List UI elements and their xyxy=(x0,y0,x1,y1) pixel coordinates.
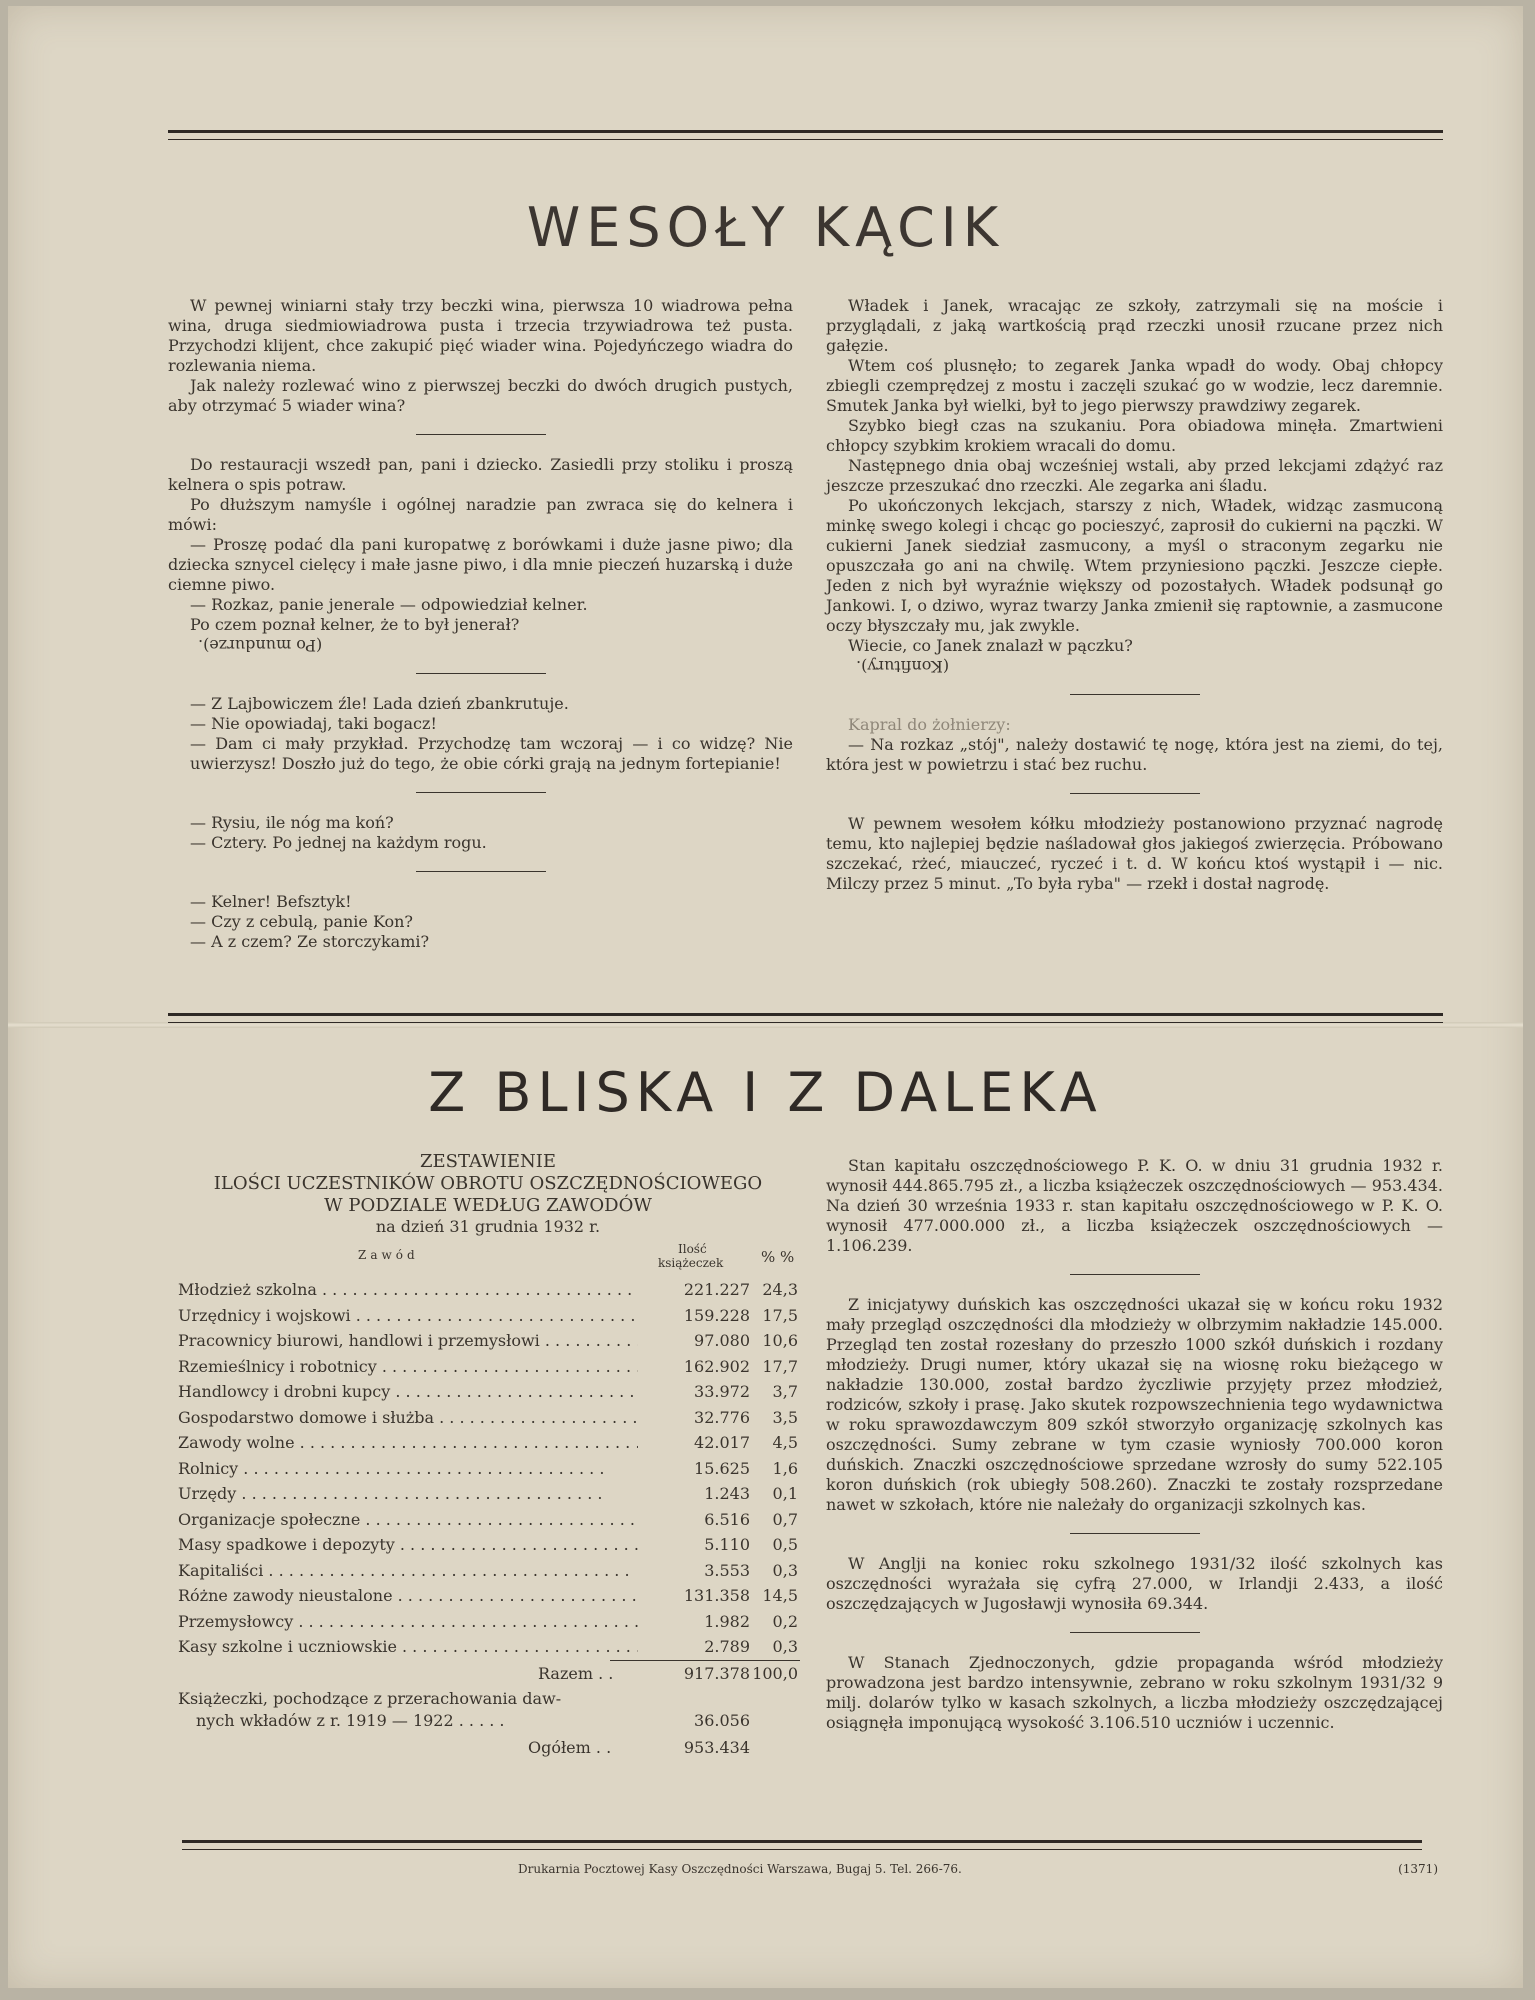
paragraph: Następnego dnia obaj wcześniej wstali, aby przed lekcjami zdążyć raz jeszcze przeszukać dno rzeczki. Ale zegarka ani śladu. xyxy=(826,456,1443,495)
table-row xyxy=(178,1405,798,1431)
paragraph: W Stanach Zjednoczonych, gdzie propaganda wśród młodzieży prowadzona jest bardzo intensywnie, zebrano w roku szkolnym 1931/32 9 milj. dolarów tylko w kasach szkolnych, a liczba młodzieży oszczędzającej osiągnęła imponującą wysokość 3.106.510 uczniów i uczennic. xyxy=(826,1653,1443,1732)
row-count: 221.227 xyxy=(638,1277,750,1303)
table-header xyxy=(178,1243,798,1277)
table-row xyxy=(178,1430,798,1456)
ksiazeczki-count: 36.056 xyxy=(694,1710,750,1730)
total-count: 917.378 xyxy=(683,1663,750,1683)
table-row xyxy=(178,1379,798,1405)
middle-rule xyxy=(168,1013,1443,1023)
row-zawod: Kapitaliści . . . xyxy=(178,1558,638,1584)
jokes-right-column xyxy=(826,296,1443,894)
table-row xyxy=(178,1634,798,1660)
grand-total-row xyxy=(178,1734,798,1762)
paragraph: W pewnej winiarni stały trzy beczki wina, pierwsza 10 wiadrowa pełna wina, druga siedmiowiadrowa pusta i trzecia trzywiadrowa też pusta. Przychodzi klijent, chce zakupić pięć wiader wina. Pojedyńczego wiadra do rozlewania niema. xyxy=(168,296,793,375)
ksiazeczki-label: nych wkładów z r. 1919 — 1922 . . . . . xyxy=(196,1710,505,1730)
section-title-wesoly-kacik: WESOŁY KĄCIK xyxy=(526,196,1005,259)
row-zawod: Przemysłowcy . . . xyxy=(178,1609,638,1635)
total-pct: 100,0 xyxy=(752,1663,798,1683)
paragraph: Po ukończonych lekcjach, starszy z nich, Władek, widząc zasmuconą minkę swego kolegi i chcąc go pocieszyć, zaprosił do cukierni na pączki. W cukierni Janek siedział zasmucony, a myśl o straconym zegarku nie opuszczała go ani na chwilę. Wtem przyniesiono pączki. Jeszcze ciepłe. Jeden z nich był wyraźnie większy od pozostałych. Władek podsunął go Jankowi. I, o dziwo, wyraz twarzy Janka zmienił się raptownie, a zasmucone oczy błyszczały mu, jak zwykle. xyxy=(826,496,1443,635)
paragraph: Szybko biegł czas na szukaniu. Pora obiadowa minęła. Zmartwieni chłopcy szybkim krokiem wracali do domu. xyxy=(826,416,1443,455)
dialogue-line: — Nie opowiadaj, taki bogacz! xyxy=(190,714,437,733)
row-zawod: Rolnicy . . . xyxy=(178,1456,638,1482)
row-zawod: Handlowcy i drobni kupcy . . . xyxy=(178,1379,638,1405)
paragraph: Stan kapitału oszczędnościowego P. K. O. w dniu 31 grudnia 1932 r. wynosił 444.865.795 zł., a liczba książeczek oszczędnościowych — 953.434. Na dzień 30 września 1933 r. stan kapitału oszczędnościowego w P. K. O. wynosił 477.000.000 zł., a liczba książeczek oszczędnościowych — 1.106.239. xyxy=(826,1156,1443,1255)
row-pct: 0,2 xyxy=(772,1611,798,1631)
row-count: 42.017 xyxy=(638,1430,750,1456)
row-zawod: Urzędnicy i wojskowi . . . xyxy=(178,1303,638,1329)
paragraph: Do restauracji wszedł pan, pani i dziecko. Zasiedli przy stoliku i proszą kelnera o spis potraw. xyxy=(168,455,793,494)
row-pct: 3,5 xyxy=(772,1407,798,1427)
row-count: 97.080 xyxy=(638,1328,750,1354)
table-row xyxy=(178,1277,798,1303)
row-pct: 17,5 xyxy=(762,1305,798,1325)
dialogue-line: — Z Lajbowiczem źle! Lada dzień zbankrutuje. xyxy=(190,694,569,713)
table-title: ZESTAWIENIE xyxy=(419,1151,557,1172)
paragraph: Władek i Janek, wracając ze szkoły, zatrzymali się na moście i przyglądali, z jaką wartkością prąd rzeczki unosił rzucane przez nich gałęzie. xyxy=(826,296,1443,355)
header-zawod: Zawód xyxy=(358,1248,419,1262)
separator xyxy=(416,673,546,674)
printer-info: Drukarnia Pocztowej Kasy Oszczędności Warszawa, Bugaj 5. Tel. 266-76. xyxy=(518,1862,962,1876)
header-ksiazeczek: książeczek xyxy=(658,1256,724,1270)
header-percent: % % xyxy=(761,1248,795,1266)
row-pct: 3,7 xyxy=(772,1382,798,1401)
row-pct: 4,5 xyxy=(772,1433,798,1452)
paragraph: Wtem coś plusnęło; to zegarek Janka wpadł do wody. Obaj chłopcy zbiegli czemprędzej z mostu i zaczęli szukać go w wodzie, lecz daremnie. Smutek Janka był wielki, był to jego pierwszy prawdziwy zegarek. xyxy=(826,356,1443,415)
row-zawod: Młodzież szkolna . . . xyxy=(178,1277,638,1303)
separator xyxy=(1070,694,1200,695)
paragraph: W pewnem wesołem kółku młodzieży postanowiono przyznać nagrodę temu, kto najlepiej będzie naśladował głos jakiegoś zwierzęcia. Próbowano szczekać, rżeć, miauczeć, ryczeć i t. d. W końcu ktoś wystąpił i — nic. Milczy przez 5 minut. „To była ryba" — rzekł i dostał nagrodę. xyxy=(826,814,1443,893)
row-pct: 0,5 xyxy=(772,1535,798,1554)
table-row xyxy=(178,1328,798,1354)
separator xyxy=(1070,1533,1200,1534)
row-zawod: Pracownicy biurowi, handlowi i przemysłowi . . . xyxy=(178,1328,638,1354)
dialogue-line: — Rysiu, ile nóg ma koń? xyxy=(190,813,394,832)
answer-upside-down: (Konfitury). xyxy=(856,657,950,676)
ksiazeczki-label: Książeczki, pochodzące z przerachowania daw- xyxy=(178,1688,562,1708)
dialogue-line: — Kelner! Befsztyk! xyxy=(190,892,352,911)
dialogue-line: — Czy z cebulą, panie Kon? xyxy=(190,912,413,931)
answer-upside-down: (Po mundurze). xyxy=(198,636,323,655)
paragraph: Po czem poznał kelner, że to był jenerał? xyxy=(190,615,520,634)
row-zawod: Masy spadkowe i depozyty . . . xyxy=(178,1532,638,1558)
row-pct: 14,5 xyxy=(762,1586,798,1605)
paragraph: Wiecie, co Janek znalazł w pączku? xyxy=(848,636,1133,655)
row-count: 131.358 xyxy=(638,1583,750,1609)
ksiazeczki-row xyxy=(178,1688,798,1734)
row-zawod: Kasy szkolne i uczniowskie . . . xyxy=(178,1634,638,1660)
row-count: 6.516 xyxy=(638,1507,750,1533)
row-count: 5.110 xyxy=(638,1532,750,1558)
jokes-left-column xyxy=(168,296,793,952)
row-zawod: Organizacje społeczne . . . xyxy=(178,1507,638,1533)
row-count: 162.902 xyxy=(638,1354,750,1380)
bottom-rule xyxy=(182,1840,1422,1850)
table-row xyxy=(178,1507,798,1533)
header-ilosc: Ilość xyxy=(678,1242,707,1256)
paragraph: Z inicjatywy duńskich kas oszczędności ukazał się w końcu roku 1932 mały przegląd oszczędności dla młodzieży w olbrzymim nakładzie 145.000. Przegląd ten został rozesłany do przeszło 1000 szkół duńskich i rozdany młodzieży. Drugi numer, który ukazał się na wiosnę roku bieżącego w nakładzie 130.000, został bardzo życzliwie przyjęty przez młodzież, rodziców, szkoły i prasę. Jako skutek rozpowszechnienia tego wydawnictwa w roku sprawozdawczym 809 szkół stworzyło organizację szkolnych kas oszczędności. Sumy zebrane w tym czasie wyniosły 700.000 koron duńskich. Znaczki oszczędnościowe sprzedane wzrosły do sumy 522.105 koron duńskich (rok ubiegły 508.260). Znaczki te zostały rozsprzedane nawet w szkołach, które nie należały do organizacji szkolnych kas. xyxy=(826,1295,1443,1514)
table-title: ILOŚCI UCZESTNIKÓW OBROTU OSZCZĘDNOŚCIOWEGO xyxy=(213,1173,763,1194)
table-row xyxy=(178,1558,798,1584)
row-count: 3.553 xyxy=(638,1558,750,1584)
table-date: na dzień 31 grudnia 1932 r. xyxy=(375,1217,601,1236)
total-row xyxy=(178,1660,798,1688)
section-title-z-bliska: Z BLISKA I Z DALEKA xyxy=(428,1061,1103,1124)
separator xyxy=(1070,1274,1200,1275)
print-number: (1371) xyxy=(1398,1862,1438,1876)
row-count: 15.625 xyxy=(638,1456,750,1482)
dialogue-line: — A z czem? Ze storczykami? xyxy=(190,932,430,951)
table-title: W PODZIALE WEDŁUG ZAWODÓW xyxy=(324,1195,652,1216)
row-pct: 0,3 xyxy=(772,1637,798,1656)
savings-table xyxy=(178,1151,798,1762)
row-pct: 17,7 xyxy=(762,1356,798,1376)
row-count: 33.972 xyxy=(638,1379,750,1405)
table-row xyxy=(178,1609,798,1635)
separator xyxy=(416,792,546,793)
table-body xyxy=(178,1277,798,1660)
table-row xyxy=(178,1481,798,1507)
table-row xyxy=(178,1583,798,1609)
separator xyxy=(416,434,546,435)
separator xyxy=(1070,793,1200,794)
grand-total-count: 953.434 xyxy=(683,1737,750,1757)
paragraph: Po dłuższym namyśle i ogólnej naradzie pan zwraca się do kelnera i mówi: xyxy=(168,495,793,534)
table-row xyxy=(178,1532,798,1558)
row-pct: 0,3 xyxy=(772,1560,798,1580)
row-zawod: Rzemieślnicy i robotnicy . . . xyxy=(178,1354,638,1380)
paragraph: — Na rozkaz „stój", należy dostawić tę nogę, która jest na ziemi, do tej, która jest w powietrzu i stać bez ruchu. xyxy=(826,735,1443,774)
row-zawod: Zawody wolne . . . xyxy=(178,1430,638,1456)
row-count: 32.776 xyxy=(638,1405,750,1431)
paragraph: — Rozkaz, panie jenerale — odpowiedział kelner. xyxy=(190,595,588,614)
row-count: 1.982 xyxy=(638,1609,750,1635)
row-pct: 24,3 xyxy=(762,1280,798,1299)
paragraph: Jak należy rozlewać wino z pierwszej beczki do dwóch drugich pustych, aby otrzymać 5 wiader wina? xyxy=(168,376,793,415)
dialogue-line: — Dam ci mały przykład. Przychodzę tam wczoraj — i co widzę? Nie uwierzysz! Doszło już do tego, że obie córki grają na jednym fortepianie! xyxy=(190,734,793,773)
separator xyxy=(416,871,546,872)
separator xyxy=(1070,1632,1200,1633)
row-pct: 0,1 xyxy=(772,1484,798,1503)
total-label: Razem . . xyxy=(538,1663,614,1683)
row-count: 159.228 xyxy=(638,1303,750,1329)
row-zawod: Gospodarstwo domowe i służba . . . xyxy=(178,1405,638,1431)
row-zawod: Urzędy . . . xyxy=(178,1481,638,1507)
row-zawod: Różne zawody nieustalone . . . xyxy=(178,1583,638,1609)
newspaper-page xyxy=(8,6,1523,1988)
row-pct: 1,6 xyxy=(772,1458,798,1478)
table-row xyxy=(178,1303,798,1329)
paragraph: W Anglji na koniec roku szkolnego 1931/32 ilość szkolnych kas oszczędności wyrażała się cyfrą 27.000, w Irlandji 2.433, a ilość oszczędzających w Jugosławji wynosiła 69.344. xyxy=(826,1554,1443,1613)
top-rule xyxy=(168,130,1443,140)
row-count: 1.243 xyxy=(638,1481,750,1507)
row-pct: 0,7 xyxy=(772,1509,798,1529)
table-row xyxy=(178,1456,798,1482)
paragraph: — Proszę podać dla pani kuropatwę z borówkami i duże jasne piwo; dla dziecka sznycel cielęcy i małe jasne piwo, i dla mnie pieczeń huzarską i duże ciemne piwo. xyxy=(168,535,793,594)
table-row xyxy=(178,1354,798,1380)
row-pct: 10,6 xyxy=(762,1331,798,1350)
row-count: 2.789 xyxy=(638,1634,750,1660)
news-right-column xyxy=(826,1156,1443,1733)
grand-total-label: Ogółem . . xyxy=(528,1737,612,1757)
paragraph: Kapral do żołnierzy: xyxy=(848,715,1011,734)
dialogue-line: — Cztery. Po jednej na każdym rogu. xyxy=(190,833,487,852)
